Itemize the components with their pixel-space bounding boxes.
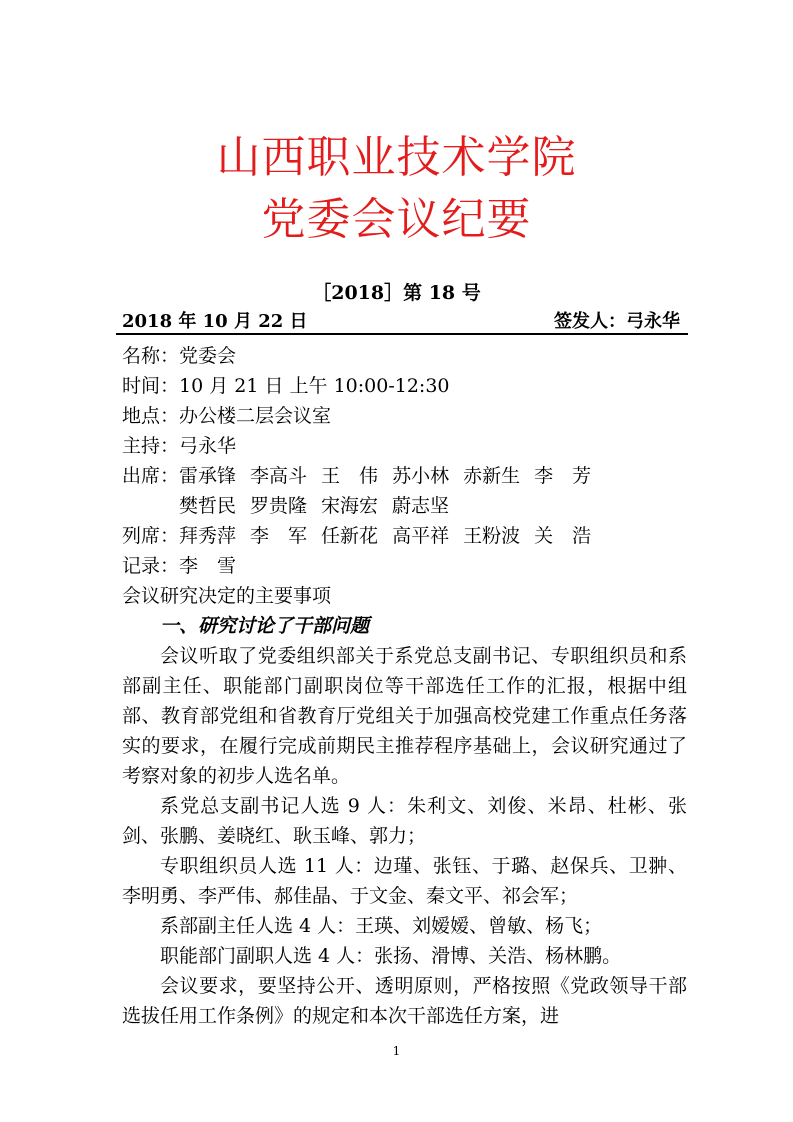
meeting-time-row — [122, 371, 687, 401]
observers-row — [122, 521, 687, 551]
meeting-host-row — [122, 431, 687, 461]
attendee: 宋海宏 — [321, 495, 379, 517]
attendee: 苏小林 — [392, 465, 450, 487]
paragraph: 系党总支副书记人选 9 人：朱利文、刘俊、米昂、杜彬、张剑、张鹏、姜晓红、耿玉峰、郭力； — [122, 795, 687, 847]
meeting-name-row — [122, 341, 687, 371]
attendee: 李高斗 — [250, 465, 308, 487]
date-signer-row — [116, 307, 688, 331]
document-number: ［2018］第 18 号 — [312, 282, 481, 304]
observer: 任新花 — [321, 525, 379, 547]
attendees-row-continued — [122, 491, 687, 521]
observer: 关 浩 — [534, 525, 592, 547]
attendee: 雷承锋 — [179, 465, 237, 487]
meeting-host-label: 主持： — [122, 435, 180, 457]
meeting-name-label: 名称： — [122, 345, 180, 367]
recorder-label: 记录： — [122, 555, 180, 577]
document-title-line1: 山西职业技术学院 — [216, 132, 577, 183]
paragraph: 会议要求，要坚持公开、透明原则，严格按照《党政领导干部选拔任用工作条例》的规定和本次干部选任方案，进 — [122, 975, 687, 1027]
attendee: 王 伟 — [321, 465, 379, 487]
attendee: 罗贵隆 — [250, 495, 308, 517]
attendees-label: 出席： — [122, 465, 180, 487]
observer: 王粉波 — [463, 525, 521, 547]
meeting-time-label: 时间： — [122, 375, 180, 397]
header-divider — [116, 333, 688, 335]
signer: 签发人：弓永华 — [554, 311, 680, 332]
observers-label: 列席： — [122, 525, 180, 547]
recorder: 李 雪 — [179, 555, 237, 577]
section-heading: 会议研究决定的主要事项 — [122, 585, 332, 607]
recorder-row — [122, 551, 687, 581]
attendees-row — [122, 461, 687, 491]
observer: 李 军 — [250, 525, 308, 547]
attendee: 李 芳 — [534, 465, 592, 487]
subsection-heading: 一、研究讨论了干部问题 — [160, 615, 370, 637]
meeting-place: 办公楼二层会议室 — [179, 405, 332, 427]
page-number: 1 — [392, 1044, 401, 1058]
meeting-place-label: 地点： — [122, 405, 180, 427]
meeting-host: 弓永华 — [179, 435, 237, 457]
observer: 拜秀萍 — [179, 525, 237, 547]
document-title-line2: 党委会议纪要 — [261, 194, 532, 245]
paragraph: 职能部门副职人选 4 人：张扬、滑博、关浩、杨林鹏。 — [160, 945, 622, 967]
meeting-time: 10 月 21 日 上午 10:00-12:30 — [179, 375, 450, 397]
meeting-place-row — [122, 401, 687, 431]
attendee: 蔚志坚 — [392, 495, 450, 517]
paragraph: 会议听取了党委组织部关于系党总支副书记、专职组织员和系部副主任、职能部门副职岗位等干部选任工作的汇报，根据中组部、教育部党组和省教育厅党组关于加强高校党建工作重点任务落实的要求，在履行完成前期民主推荐程序基础上，会议研究通过了考察对象的初步人选名单。 — [122, 645, 687, 787]
issue-date: 2018 年 10 月 22 日 — [122, 311, 308, 332]
paragraph: 专职组织员人选 11 人：边瑾、张钰、于璐、赵保兵、卫翀、李明勇、李严伟、郝佳晶、于文金、秦文平、祁会军； — [122, 855, 687, 907]
paragraph: 系部副主任人选 4 人：王瑛、刘嫒嫒、曾敏、杨飞； — [160, 915, 603, 937]
observer: 高平祥 — [392, 525, 450, 547]
meeting-name: 党委会 — [179, 345, 237, 367]
attendee: 樊哲民 — [179, 495, 237, 517]
document-body — [122, 341, 687, 1031]
attendee: 赤新生 — [463, 465, 521, 487]
